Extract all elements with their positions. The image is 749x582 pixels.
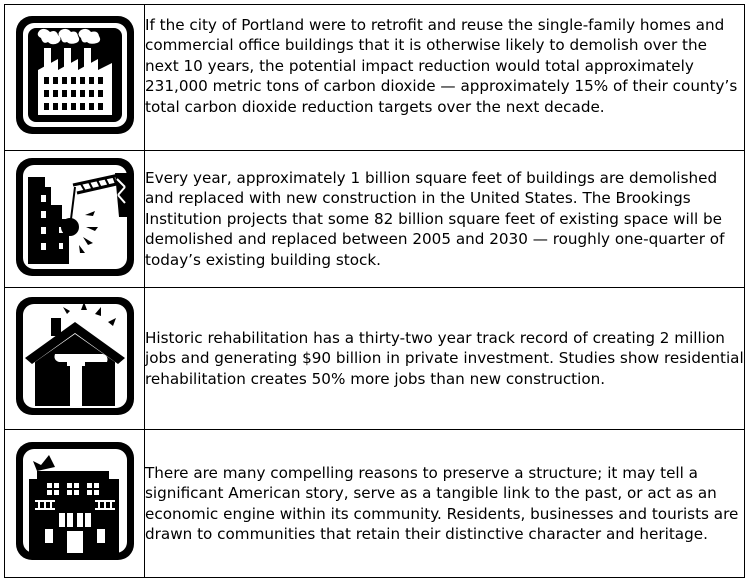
fact-row-preservation — [5, 430, 745, 578]
fact-text: There are many compelling reasons to preserve a structure; it may tell a significant American story, serve as a tangible link to the past, or act as an economic engine within its community. Residents, businesses and tourists are drawn to communities that retain their distinctive character and heritage. — [145, 430, 745, 578]
demolition-crane-icon — [15, 157, 135, 277]
fact-row-carbon — [5, 5, 745, 151]
house-hammer-icon — [15, 296, 135, 416]
facts-table — [4, 4, 745, 578]
factory-icon — [15, 15, 135, 135]
icon-cell — [5, 5, 145, 151]
icon-cell — [5, 151, 145, 288]
icon-cell — [5, 288, 145, 430]
fact-text: If the city of Portland were to retrofit and reuse the single-family homes and commercial office buildings that it is otherwise likely to demolish over the next 10 years, the potential impact reduction would total approximately 231,000 metric tons of carbon dioxide — approximately 15% of their county’s total carbon dioxide reduction targets over the next decade. — [145, 5, 745, 151]
fact-row-rehabilitation — [5, 288, 745, 430]
fact-text: Every year, approximately 1 billion square feet of buildings are demolished and replaced with new construction in the United States. The Brookings Institution projects that some 82 billion square feet of existing space will be demolished and replaced between 2005 and 2030 — roughly one-quarter of today’s existing building stock. — [145, 151, 745, 288]
fact-row-demolition — [5, 151, 745, 288]
historic-building-icon — [15, 441, 135, 561]
fact-text: Historic rehabilitation has a thirty-two year track record of creating 2 million jobs and generating $90 billion in private investment. Studies show residential rehabilitation creates 50% more jobs than new construction. — [145, 288, 745, 430]
icon-cell — [5, 430, 145, 578]
